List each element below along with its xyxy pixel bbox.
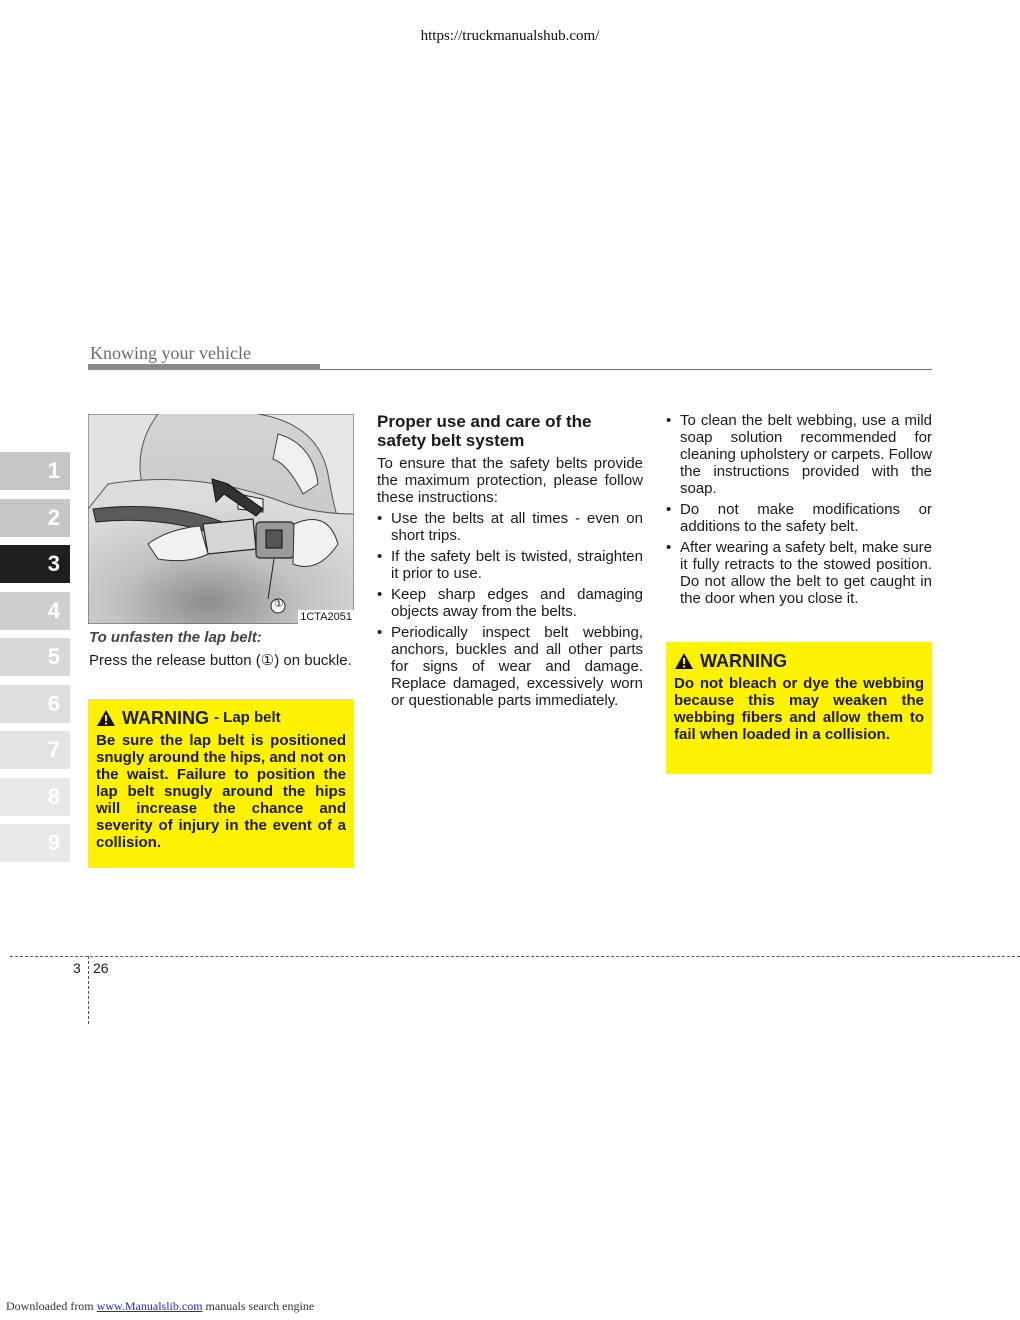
- warning-text: Be sure the lap belt is positioned snugly around the hips, and not on the waist. Failure to position the lap belt snugly around the hips will increase the chance and severity of injury in the event of a collision.: [96, 732, 346, 851]
- right-column: [666, 412, 932, 611]
- chapter-tabs: [0, 452, 70, 871]
- warning-subtitle: - Lap belt: [214, 709, 281, 726]
- warning-title: WARNING: [700, 651, 787, 671]
- warning-triangle-icon: [674, 652, 694, 670]
- warning-text: Do not bleach or dye the webbing because this may weaken the webbing fibers and allow them to fail when loaded in a collision.: [674, 675, 924, 743]
- warning-header: [96, 707, 346, 729]
- chapter-tab-7[interactable]: 7: [0, 731, 70, 769]
- instruction-list: [377, 510, 643, 709]
- warning-title: WARNING: [122, 708, 209, 728]
- buckle-release-drawing: [88, 414, 354, 624]
- page-divider: [10, 956, 1020, 957]
- chapter-tab-6[interactable]: 6: [0, 685, 70, 723]
- list-item: • Use the belts at all times - even on short trips.: [377, 510, 643, 544]
- care-list: [666, 412, 932, 607]
- manualslib-link[interactable]: www.Manualslib.com: [96, 1299, 203, 1313]
- figure-code: 1CTA2051: [300, 611, 352, 623]
- header-rule-thick: [88, 364, 320, 370]
- source-url[interactable]: https://truckmanualshub.com/: [420, 28, 600, 44]
- download-footer: [6, 1299, 314, 1314]
- section-title: Knowing your vehicle: [90, 343, 251, 363]
- chapter-tab-1[interactable]: 1: [0, 452, 70, 490]
- warning-triangle-icon: [96, 709, 116, 727]
- list-item: • To clean the belt webbing, use a mild soap solution recommended for cleaning upholstery or carpets. Follow the instructions provided with the soap.: [666, 412, 932, 497]
- chapter-number: 3: [73, 960, 81, 976]
- chapter-tab-8[interactable]: 8: [0, 778, 70, 816]
- page-number: 26: [93, 960, 109, 976]
- footer-prefix: Downloaded from: [6, 1299, 97, 1313]
- middle-column: [377, 412, 643, 713]
- chapter-tab-2[interactable]: 2: [0, 499, 70, 537]
- left-column: [89, 629, 354, 669]
- release-instruction: Press the release button (①) on buckle.: [89, 652, 352, 669]
- chapter-tab-9[interactable]: 9: [0, 824, 70, 862]
- list-item: • Periodically inspect belt webbing, anchors, buckles and all other parts for signs of wear and damage. Replace damaged, excessively worn or questionable parts immediately.: [377, 624, 643, 709]
- list-item: • If the safety belt is twisted, straighten it prior to use.: [377, 548, 643, 582]
- chapter-tab-4[interactable]: 4: [0, 592, 70, 630]
- list-item: • Keep sharp edges and damaging objects away from the belts.: [377, 586, 643, 620]
- figure-callout-number: ①: [274, 598, 284, 610]
- section-heading: Proper use and care of the safety belt system: [377, 412, 592, 450]
- warning-box-webbing: [666, 642, 932, 774]
- list-item: • After wearing a safety belt, make sure it fully retracts to the stowed position. Do not allow the belt to get caught in the door when you close it.: [666, 539, 932, 607]
- warning-box-lap-belt: [88, 699, 354, 868]
- warning-header: [674, 650, 924, 672]
- page-divider-vertical: [88, 956, 89, 1024]
- chapter-tab-5[interactable]: 5: [0, 638, 70, 676]
- footer-suffix: manuals search engine: [202, 1299, 315, 1313]
- intro-paragraph: To ensure that the safety belts provide the maximum protection, please follow these instructions:: [377, 455, 643, 506]
- header-rule-thin: [320, 369, 932, 370]
- list-item: • Do not make modifications or additions to the safety belt.: [666, 501, 932, 535]
- chapter-tab-3[interactable]: 3: [0, 545, 70, 583]
- figure-caption: To unfasten the lap belt:: [89, 629, 262, 646]
- lap-belt-illustration: [88, 414, 354, 624]
